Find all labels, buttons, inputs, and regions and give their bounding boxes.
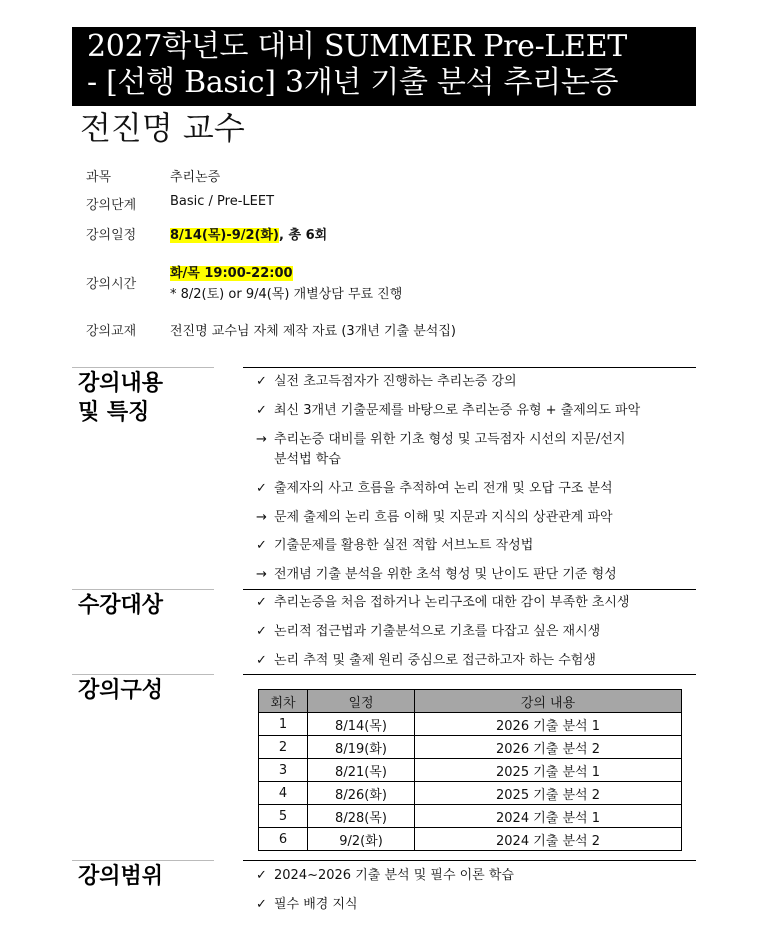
check-icon: ✓ <box>256 403 267 418</box>
level-value: Basic / Pre-LEET <box>170 194 275 209</box>
section-divider <box>72 589 214 590</box>
check-icon: ✓ <box>256 481 267 496</box>
consult-note: * 8/2(토) or 9/4(목) 개별상담 무료 진행 <box>170 287 403 302</box>
table-cell: 2024 기출 분석 2 <box>415 828 682 851</box>
course-title-line1: 2027학년도 대비 SUMMER Pre-LEET <box>87 29 627 64</box>
feature-item: → 전개념 기출 분석을 위한 초석 형성 및 난이도 판단 기준 형성 <box>256 567 617 582</box>
scope-item: ✓ 필수 배경 지식 <box>256 897 358 912</box>
table-cell: 2 <box>259 736 308 759</box>
schedule-label: 강의일정 <box>86 228 137 243</box>
feature-item: ✓ 출제자의 사고 흐름을 추적하여 논리 전개 및 오답 구조 분석 <box>256 481 613 496</box>
table-cell: 6 <box>259 828 308 851</box>
table-cell: 8/28(목) <box>308 805 415 828</box>
structure-heading: 강의구성 <box>78 678 164 703</box>
section-divider <box>72 367 214 368</box>
table-row <box>259 828 682 851</box>
section-divider <box>72 674 214 675</box>
table-cell: 2025 기출 분석 1 <box>415 759 682 782</box>
scope-heading: 강의범위 <box>78 864 164 889</box>
table-cell: 2024 기출 분석 1 <box>415 805 682 828</box>
column-header-date: 일정 <box>308 690 415 713</box>
table-cell: 8/19(화) <box>308 736 415 759</box>
section-divider <box>243 367 696 368</box>
table-cell: 4 <box>259 782 308 805</box>
table-row <box>259 713 682 736</box>
table-cell: 2025 기출 분석 2 <box>415 782 682 805</box>
check-icon: ✓ <box>256 374 267 389</box>
table-row <box>259 759 682 782</box>
table-row <box>259 736 682 759</box>
table-cell: 5 <box>259 805 308 828</box>
check-icon: ✓ <box>256 653 267 668</box>
material-value: 전진명 교수님 자체 제작 자료 (3개년 기출 분석집) <box>170 324 456 339</box>
feature-item: → 추리논증 대비를 위한 기초 형성 및 고득점자 시선의 지문/선지 <box>256 432 626 447</box>
table-cell: 8/21(목) <box>308 759 415 782</box>
schedule-dates: 8/14(목)-9/2(화) <box>170 228 280 243</box>
subject-value: 추리논증 <box>170 170 221 185</box>
feature-item: ✓ 실전 초고득점자가 진행하는 추리논증 강의 <box>256 374 517 389</box>
section-divider <box>72 860 214 861</box>
audience-item: ✓ 추리논증을 처음 접하거나 논리구조에 대한 감이 부족한 초시생 <box>256 595 630 610</box>
check-icon: ✓ <box>256 595 267 610</box>
audience-heading: 수강대상 <box>78 593 164 618</box>
material-label: 강의교재 <box>86 324 137 339</box>
feature-item: → 문제 출제의 논리 흐름 이해 및 지문과 지식의 상관관계 파악 <box>256 510 613 525</box>
check-icon: ✓ <box>256 897 267 912</box>
schedule-table <box>258 689 682 851</box>
features-heading-line1: 강의내용 <box>78 371 164 396</box>
time-hours-text: 화/목 19:00-22:00 <box>170 266 293 281</box>
feature-item: ✓ 최신 3개년 기출문제를 바탕으로 추리논증 유형 + 출제의도 파악 <box>256 403 641 418</box>
column-header-session: 회차 <box>259 690 308 713</box>
table-cell: 3 <box>259 759 308 782</box>
table-row <box>259 805 682 828</box>
check-icon: ✓ <box>256 624 267 639</box>
arrow-right-icon: → <box>256 510 267 525</box>
feature-item-continuation: 분석법 학습 <box>274 452 341 467</box>
subject-label: 과목 <box>86 170 112 185</box>
section-divider <box>243 589 696 590</box>
table-cell: 8/14(목) <box>308 713 415 736</box>
schedule-value <box>170 224 327 243</box>
level-label: 강의단계 <box>86 198 137 213</box>
schedule-total: , 총 6회 <box>279 228 328 243</box>
table-header-row <box>259 690 682 713</box>
table-cell: 9/2(화) <box>308 828 415 851</box>
audience-item: ✓ 논리 추적 및 출제 원리 중심으로 접근하고자 하는 수험생 <box>256 653 596 668</box>
table-cell: 8/26(화) <box>308 782 415 805</box>
features-heading-line2: 및 특징 <box>78 400 150 425</box>
title-banner <box>72 27 696 106</box>
arrow-right-icon: → <box>256 567 267 582</box>
time-label: 강의시간 <box>86 277 137 292</box>
time-hours <box>170 262 293 281</box>
table-cell: 1 <box>259 713 308 736</box>
course-title-line2: - [선행 Basic] 3개년 기출 분석 추리논증 <box>87 65 619 100</box>
feature-item: ✓ 기출문제를 활용한 실전 적합 서브노트 작성법 <box>256 538 534 553</box>
table-row <box>259 782 682 805</box>
scope-item: ✓ 2024~2026 기출 분석 및 필수 이론 학습 <box>256 868 514 883</box>
section-divider <box>243 674 696 675</box>
table-cell: 2026 기출 분석 1 <box>415 713 682 736</box>
check-icon: ✓ <box>256 868 267 883</box>
check-icon: ✓ <box>256 538 267 553</box>
section-divider <box>243 860 696 861</box>
instructor-name: 전진명 교수 <box>80 109 245 147</box>
table-cell: 2026 기출 분석 2 <box>415 736 682 759</box>
arrow-right-icon: → <box>256 432 267 447</box>
audience-item: ✓ 논리적 접근법과 기출분석으로 기초를 다잡고 싶은 재시생 <box>256 624 601 639</box>
column-header-content: 강의 내용 <box>415 690 682 713</box>
